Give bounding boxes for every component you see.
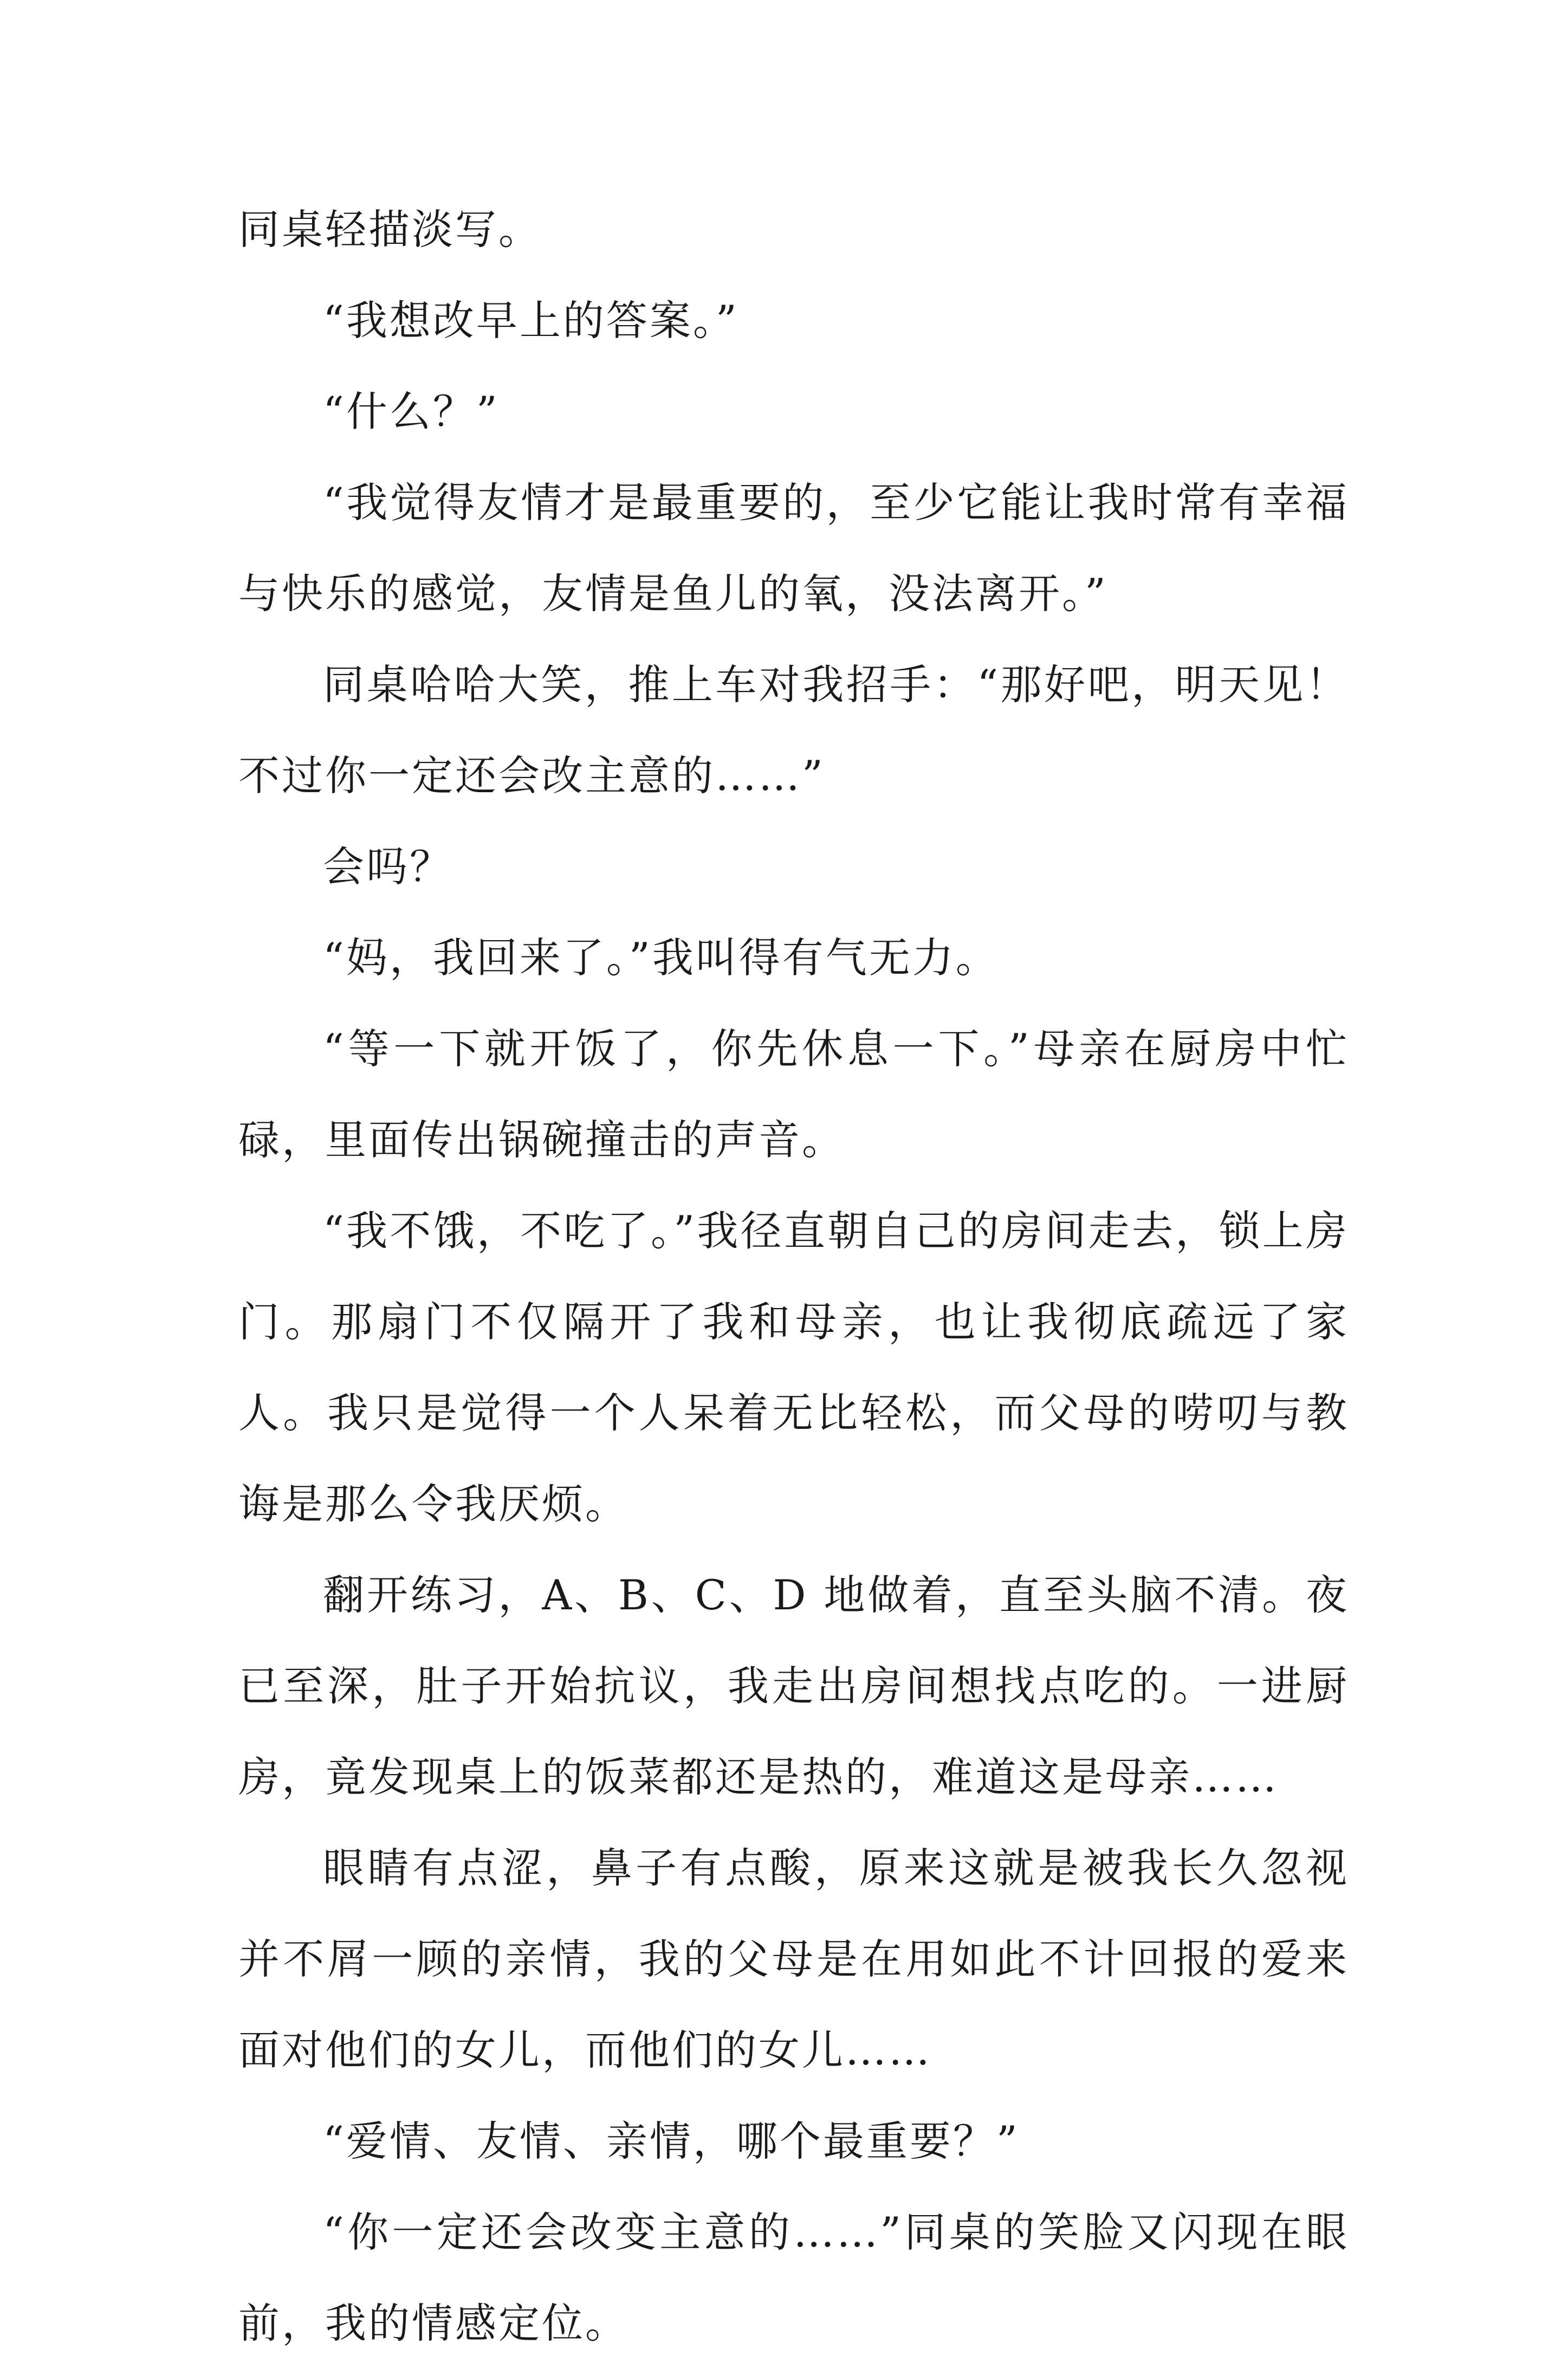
paragraph: 会吗？: [323, 843, 453, 891]
paragraph: “我不饿，不吃了。”我径直朝自己的房间走去，锁上房门。那扇门不仅隔开了我和母亲，也让我彻底疏远了家人。我只是觉得一个人呆着无比轻松，而父母的唠叨与教诲是那么令我厌烦。: [238, 1207, 1349, 1528]
paragraph: “什么？”: [323, 387, 500, 436]
paragraph: 翻开练习，A、B、C、D 地做着，直至头脑不清。夜已至深，肚子开始抗议，我走出房间想找点吃的。一进厨房，竟发现桌上的饭菜都还是热的，难道这是母亲……: [238, 1571, 1349, 1801]
paragraph: “我想改早上的答案。”: [323, 296, 739, 345]
paragraph: 同桌哈哈大笑，推上车对我招手：“那好吧，明天见！不过你一定还会改主意的……”: [238, 661, 1349, 800]
paragraph: 眼睛有点涩，鼻子有点酸，原来这就是被我长久忽视并不屑一顾的亲情，我的父母是在用如此不计回报的爱来面对他们的女儿，而他们的女儿……: [238, 1844, 1349, 2074]
paragraph: 同桌轻描淡写。: [238, 205, 542, 254]
paragraph: “等一下就开饭了，你先休息一下。”母亲在厨房中忙碌，里面传出锅碗撞击的声音。: [238, 1025, 1349, 1164]
paragraph: “你一定还会改变主意的……”同桌的笑脸又闪现在眼前，我的情感定位。: [238, 2208, 1349, 2347]
document-body: [238, 184, 1349, 2369]
paragraph: “妈，我回来了。”我叫得有气无力。: [323, 934, 999, 982]
paragraph: “我觉得友情才是最重要的，至少它能让我时常有幸福与快乐的感觉，友情是鱼儿的氧，没法离开。”: [238, 478, 1349, 618]
paragraph: “爱情、友情、亲情，哪个最重要？”: [323, 2117, 1020, 2165]
